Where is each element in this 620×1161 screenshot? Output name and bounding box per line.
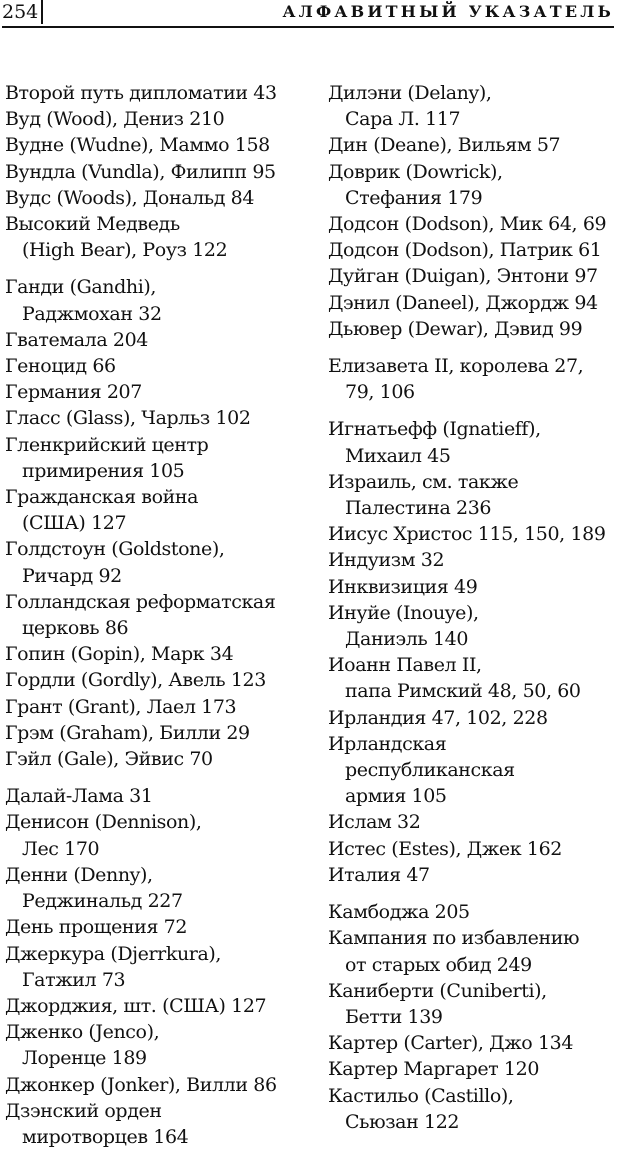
index-entry bbox=[328, 316, 613, 342]
index-entry-continuation: от старых обид 249 bbox=[345, 953, 532, 976]
index-entry-text: Гэйл (Gale), Эйвис 70 bbox=[5, 748, 213, 771]
page-header bbox=[2, 0, 614, 28]
index-entry-text: Геноцид 66 bbox=[5, 355, 116, 378]
index-entry-text: Ирландская bbox=[328, 732, 447, 755]
index-entry bbox=[328, 1030, 613, 1056]
index-entry-text: Кастильо (Castillo), bbox=[328, 1084, 514, 1107]
index-entry bbox=[328, 263, 613, 289]
index-entry-text: Доврик (Dowrick), bbox=[328, 160, 503, 183]
index-entry-text: Грэм (Graham), Билли 29 bbox=[5, 721, 250, 744]
index-entry-text: Вудс (Woods), Дональд 84 bbox=[5, 186, 255, 209]
index-entry bbox=[5, 694, 305, 720]
index-entry-text: Игнатьефф (Ignatieff), bbox=[328, 418, 541, 441]
index-entry-continuation: миротворцев 164 bbox=[22, 1125, 189, 1148]
index-entry-text: Гватемала 204 bbox=[5, 328, 148, 351]
index-entry-continuation: Палестина 236 bbox=[345, 497, 492, 520]
index-entry bbox=[328, 925, 613, 977]
index-entry bbox=[328, 159, 613, 211]
index-entry bbox=[5, 484, 305, 536]
index-entry bbox=[328, 783, 613, 809]
index-entry bbox=[5, 353, 305, 379]
index-entry-text: Ирландия 47, 102, 228 bbox=[328, 706, 548, 729]
index-entry bbox=[5, 132, 305, 158]
index-entry-text: Дин (Deane), Вильям 57 bbox=[328, 134, 561, 157]
index-letter-group bbox=[328, 416, 613, 888]
index-entry-continuation: Ричард 92 bbox=[22, 564, 122, 587]
index-entry-continuation: Стефания 179 bbox=[345, 186, 483, 209]
index-entry-continuation: Бетти 139 bbox=[345, 1005, 443, 1028]
index-entry bbox=[328, 978, 613, 1030]
index-entry-text: Вудне (Wudne), Маммо 158 bbox=[5, 134, 270, 157]
index-letter-group bbox=[328, 353, 613, 405]
index-entry-continuation: Лоренце 189 bbox=[22, 1047, 147, 1070]
index-entry-text: Голландская реформатская bbox=[5, 590, 276, 613]
index-column-right bbox=[328, 80, 613, 1146]
index-entry-continuation: Сьюзан 122 bbox=[345, 1110, 460, 1133]
index-entry bbox=[5, 809, 305, 861]
index-entry bbox=[328, 600, 613, 652]
index-entry-text: Додсон (Dodson), Мик 64, 69 bbox=[328, 213, 607, 236]
index-entry bbox=[5, 211, 305, 263]
index-entry bbox=[5, 327, 305, 353]
index-entry-continuation: Гатжил 73 bbox=[22, 968, 126, 991]
index-entry bbox=[5, 432, 305, 484]
index-letter-group bbox=[5, 274, 305, 772]
running-title: АЛФАВИТНЫЙ УКАЗАТЕЛЬ bbox=[282, 2, 614, 21]
index-entry-text: Дженко (Jenco), bbox=[5, 1021, 160, 1044]
index-entry-text: Италия 47 bbox=[328, 863, 430, 886]
index-entry-continuation: папа Римский 48, 50, 60 bbox=[345, 680, 581, 703]
index-entry bbox=[328, 237, 613, 263]
index-entry-text: Камбоджа 205 bbox=[328, 901, 470, 924]
index-entry-continuation: Раджмохан 32 bbox=[22, 302, 162, 325]
index-entry-text: Ганди (Gandhi), bbox=[5, 276, 157, 299]
index-letter-group bbox=[328, 80, 613, 342]
index-entry bbox=[5, 379, 305, 405]
index-entry bbox=[328, 547, 613, 573]
index-entry bbox=[5, 106, 305, 132]
index-entry-text: Гражданская война bbox=[5, 486, 199, 509]
index-entry-text: Денни (Denny), bbox=[5, 863, 153, 886]
index-letter-group bbox=[328, 899, 613, 1135]
index-entry-text: Ислам 32 bbox=[328, 811, 421, 834]
index-entry-continuation: армия 105 bbox=[345, 785, 447, 808]
index-entry-text: Индуизм 32 bbox=[328, 549, 445, 572]
index-entry bbox=[5, 159, 305, 185]
index-entry bbox=[328, 899, 613, 925]
index-entry-text: Джеркура (Djerrkura), bbox=[5, 942, 222, 965]
index-entry-text: Иоанн Павел II, bbox=[328, 654, 482, 677]
index-entry-text: Дзэнский орден bbox=[5, 1099, 162, 1122]
index-entry bbox=[5, 993, 305, 1019]
index-entry bbox=[328, 1083, 613, 1135]
index-entry bbox=[328, 705, 613, 731]
index-entry-continuation: примирения 105 bbox=[22, 459, 185, 482]
index-entry bbox=[328, 836, 613, 862]
index-entry-continuation: (США) 127 bbox=[22, 512, 127, 535]
index-entry-continuation: республиканская bbox=[345, 759, 515, 782]
index-entry bbox=[5, 941, 305, 993]
index-entry-continuation: (High Bear), Роуз 122 bbox=[22, 239, 228, 262]
index-entry bbox=[5, 80, 305, 106]
index-entry bbox=[328, 731, 613, 783]
index-entry-text: Инуйе (Inouye), bbox=[328, 601, 479, 624]
index-entry-text: Гленкрийский центр bbox=[5, 433, 209, 456]
index-entry-text: Кампания по избавлению bbox=[328, 927, 580, 950]
index-entry-text: Джонкер (Jonker), Вилли 86 bbox=[5, 1073, 277, 1096]
index-letter-group bbox=[5, 80, 305, 263]
index-entry-text: Грант (Grant), Лаел 173 bbox=[5, 695, 237, 718]
index-entry-text: Елизавета II, королева 27, bbox=[328, 355, 584, 378]
index-entry bbox=[328, 416, 613, 468]
index-entry bbox=[5, 746, 305, 772]
index-entry-text: Инквизиция 49 bbox=[328, 575, 478, 598]
index-entry bbox=[5, 783, 305, 809]
index-entry-text: Вундла (Vundla), Филипп 95 bbox=[5, 160, 276, 183]
index-entry-text: Второй путь дипломатии 43 bbox=[5, 82, 277, 104]
index-entry bbox=[328, 132, 613, 158]
index-entry bbox=[328, 80, 613, 132]
index-entry-text: День прощения 72 bbox=[5, 916, 188, 939]
index-entry bbox=[328, 862, 613, 888]
index-entry-text: Гласс (Glass), Чарльз 102 bbox=[5, 407, 251, 430]
index-entry-text: Далай-Лама 31 bbox=[5, 785, 153, 808]
index-entry-text: Истес (Estes), Джек 162 bbox=[328, 837, 562, 860]
index-entry bbox=[5, 667, 305, 693]
index-entry-continuation: Даниэль 140 bbox=[345, 628, 469, 651]
index-entry-text: Вуд (Wood), Дениз 210 bbox=[5, 108, 225, 131]
index-entry bbox=[328, 290, 613, 316]
index-entry-text: Дуйган (Duigan), Энтони 97 bbox=[328, 265, 598, 288]
index-entry-text: Иисус Христос 115, 150, 189 bbox=[328, 523, 606, 546]
index-entry bbox=[328, 211, 613, 237]
index-entry-text: Дилэни (Delany), bbox=[328, 82, 492, 104]
index-entry-continuation: Лес 170 bbox=[22, 837, 100, 860]
index-entry bbox=[5, 185, 305, 211]
index-entry bbox=[328, 1056, 613, 1082]
index-column-left bbox=[5, 80, 305, 1161]
index-entry-text: Израиль, см. также bbox=[328, 470, 519, 493]
index-entry-text: Дьювер (Dewar), Дэвид 99 bbox=[328, 317, 583, 340]
index-entry-text: Каниберти (Cuniberti), bbox=[328, 979, 547, 1002]
index-entry-continuation: 79, 106 bbox=[345, 381, 415, 404]
index-entry-continuation: Сара Л. 117 bbox=[345, 108, 461, 131]
page-number: 254 bbox=[2, 0, 43, 24]
index-entry-continuation: Михаил 45 bbox=[345, 444, 451, 467]
index-entry-text: Голдстоун (Goldstone), bbox=[5, 538, 225, 561]
index-entry bbox=[5, 1098, 305, 1150]
index-entry bbox=[328, 521, 613, 547]
index-entry-text: Гордли (Gordly), Авель 123 bbox=[5, 669, 266, 692]
index-entry bbox=[5, 589, 305, 641]
index-entry-continuation: церковь 86 bbox=[22, 617, 129, 640]
index-entry bbox=[328, 574, 613, 600]
index-entry-text: Картер (Carter), Джо 134 bbox=[328, 1032, 574, 1055]
index-entry-continuation: Реджинальд 227 bbox=[22, 890, 183, 913]
index-letter-group bbox=[5, 783, 305, 1150]
index-entry bbox=[5, 862, 305, 914]
index-entry bbox=[5, 405, 305, 431]
index-entry-text: Денисон (Dennison), bbox=[5, 811, 202, 834]
index-entry bbox=[5, 914, 305, 940]
index-entry bbox=[328, 353, 613, 405]
index-entry bbox=[328, 809, 613, 835]
index-entry bbox=[328, 652, 613, 704]
index-entry-text: Высокий Медведь bbox=[5, 213, 180, 236]
index-entry bbox=[5, 641, 305, 667]
index-entry bbox=[5, 1019, 305, 1071]
index-entry bbox=[5, 536, 305, 588]
index-entry-text: Додсон (Dodson), Патрик 61 bbox=[328, 239, 602, 262]
index-entry bbox=[5, 1072, 305, 1098]
index-entry-text: Гопин (Gopin), Марк 34 bbox=[5, 643, 234, 666]
index-entry-text: Джорджия, шт. (США) 127 bbox=[5, 994, 267, 1017]
index-entry-text: Германия 207 bbox=[5, 381, 142, 404]
index-entry-text: Дэнил (Daneel), Джордж 94 bbox=[328, 291, 598, 314]
index-entry-text: Картер Маргарет 120 bbox=[328, 1058, 540, 1081]
index-entry bbox=[5, 720, 305, 746]
index-entry bbox=[5, 274, 305, 326]
index-entry bbox=[328, 469, 613, 521]
